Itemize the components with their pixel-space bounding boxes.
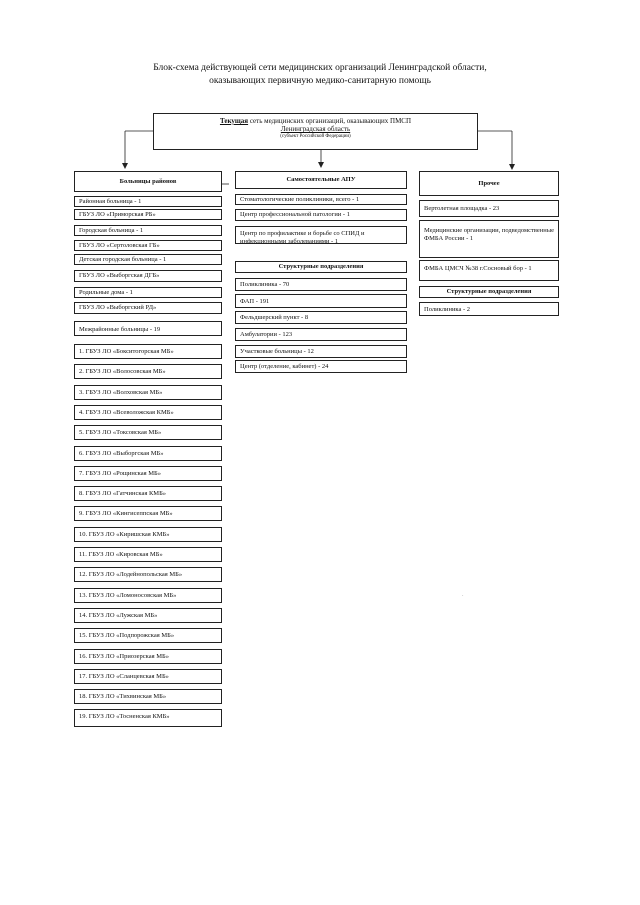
region-name: Ленинградская область: [280, 125, 351, 133]
district-hospital-item: ГБУЗ ЛО «Приморская РБ»: [74, 209, 222, 220]
interdistrict-hospital-item: 3. ГБУЗ ЛО «Волховская МБ»: [74, 385, 222, 400]
title-line-1: Блок-схема действующей сети медицинских организаций Ленинградской области,: [153, 63, 487, 73]
title-line-2: оказывающих первичную медико-санитарную помощь: [209, 76, 431, 86]
district-hospital-item: ГБУЗ ЛО «Выборгская ДГБ»: [74, 270, 222, 282]
col2-structural-item: Амбулатории - 123: [235, 328, 407, 341]
other-item: Медицинские организации, подведомственные ФМБА России - 1: [419, 220, 559, 258]
district-hospital-item: Городская больница - 1: [74, 225, 222, 236]
independent-apu-item: Центр профессиональной патологии - 1: [235, 209, 407, 221]
interdistrict-hospital-item: 7. ГБУЗ ЛО «Рощинская МБ»: [74, 466, 222, 481]
interdistrict-hospital-item: 6. ГБУЗ ЛО «Выборгская МБ»: [74, 446, 222, 461]
interdistrict-hospital-item: 12. ГБУЗ ЛО «Лодейнопольская МБ»: [74, 567, 222, 582]
top-bold-word: Текущая: [219, 117, 249, 125]
col2-structural-item: Фельдшерский пункт - 8: [235, 311, 407, 324]
district-hospital-item: Районная больница - 1: [74, 196, 222, 207]
other-item: ФМБА ЦМСЧ №38 г.Сосновый бор - 1: [419, 260, 559, 281]
region-caption: (субъект Российской Федерации): [280, 134, 351, 139]
district-hospital-item: Межрайонные больницы - 19: [74, 321, 222, 336]
interdistrict-hospital-item: 10. ГБУЗ ЛО «Киришская КМБ»: [74, 527, 222, 542]
other-header: Прочее: [419, 171, 559, 196]
col2-sub-header: Структурные подразделения: [235, 261, 407, 273]
col2-structural-item: ФАП - 191: [235, 294, 407, 308]
interdistrict-hospital-item: 1. ГБУЗ ЛО «Бокситогорская МБ»: [74, 344, 222, 359]
district-hospitals-header: Больницы районов: [74, 171, 222, 192]
top-line-1: сеть медицинских организаций, оказывающих ПМСП: [248, 117, 412, 125]
interdistrict-hospital-item: 14. ГБУЗ ЛО «Лужская МБ»: [74, 608, 222, 623]
district-hospital-item: ГБУЗ ЛО «Сертоловская ГБ»: [74, 240, 222, 251]
interdistrict-hospital-item: 19. ГБУЗ ЛО «Тосненская КМБ»: [74, 709, 222, 727]
interdistrict-hospital-item: 9. ГБУЗ ЛО «Кингисеппская МБ»: [74, 506, 222, 521]
col3-sub-header: Структурные подразделения: [419, 286, 559, 298]
district-hospital-item: Детская городская больница - 1: [74, 254, 222, 265]
col3-structural-item: Поликлиника - 2: [419, 302, 559, 316]
independent-apu-item: Стоматологические поликлиники, всего - 1: [235, 194, 407, 205]
col2-structural-item: Поликлиника - 70: [235, 278, 407, 291]
interdistrict-hospital-item: 16. ГБУЗ ЛО «Приозерская МБ»: [74, 649, 222, 664]
other-item: Вертолетная площадка - 23: [419, 200, 559, 217]
district-hospital-item: ГБУЗ ЛО «Выборгский РД»: [74, 302, 222, 314]
interdistrict-hospital-item: 8. ГБУЗ ЛО «Гатчинская КМБ»: [74, 486, 222, 501]
interdistrict-hospital-item: 18. ГБУЗ ЛО «Тихвинская МБ»: [74, 689, 222, 704]
interdistrict-hospital-item: 15. ГБУЗ ЛО «Подпорожская МБ»: [74, 628, 222, 643]
col2-structural-item: Центр (отделение, кабинет) - 24: [235, 360, 407, 373]
col2-structural-item: Участковые больницы - 12: [235, 345, 407, 358]
district-hospital-item: Родильные дома - 1: [74, 287, 222, 298]
interdistrict-hospital-item: 4. ГБУЗ ЛО «Всеволожская КМБ»: [74, 405, 222, 420]
interdistrict-hospital-item: 13. ГБУЗ ЛО «Ломоносовская МБ»: [74, 588, 222, 603]
interdistrict-hospital-item: 11. ГБУЗ ЛО «Кировская МБ»: [74, 547, 222, 562]
independent-apu-header: Самостоятельные АПУ: [235, 171, 407, 189]
current-network-box: [153, 113, 478, 150]
independent-apu-item: Центр по профилактике и борьбе со СПИД и инфекционными заболеваниями - 1: [235, 226, 407, 244]
interdistrict-hospital-item: 2. ГБУЗ ЛО «Волосовская МБ»: [74, 364, 222, 379]
scan-speck: .: [462, 592, 464, 598]
interdistrict-hospital-item: 5. ГБУЗ ЛО «Токсовская МБ»: [74, 425, 222, 440]
interdistrict-hospital-item: 17. ГБУЗ ЛО «Сланцевская МБ»: [74, 669, 222, 684]
